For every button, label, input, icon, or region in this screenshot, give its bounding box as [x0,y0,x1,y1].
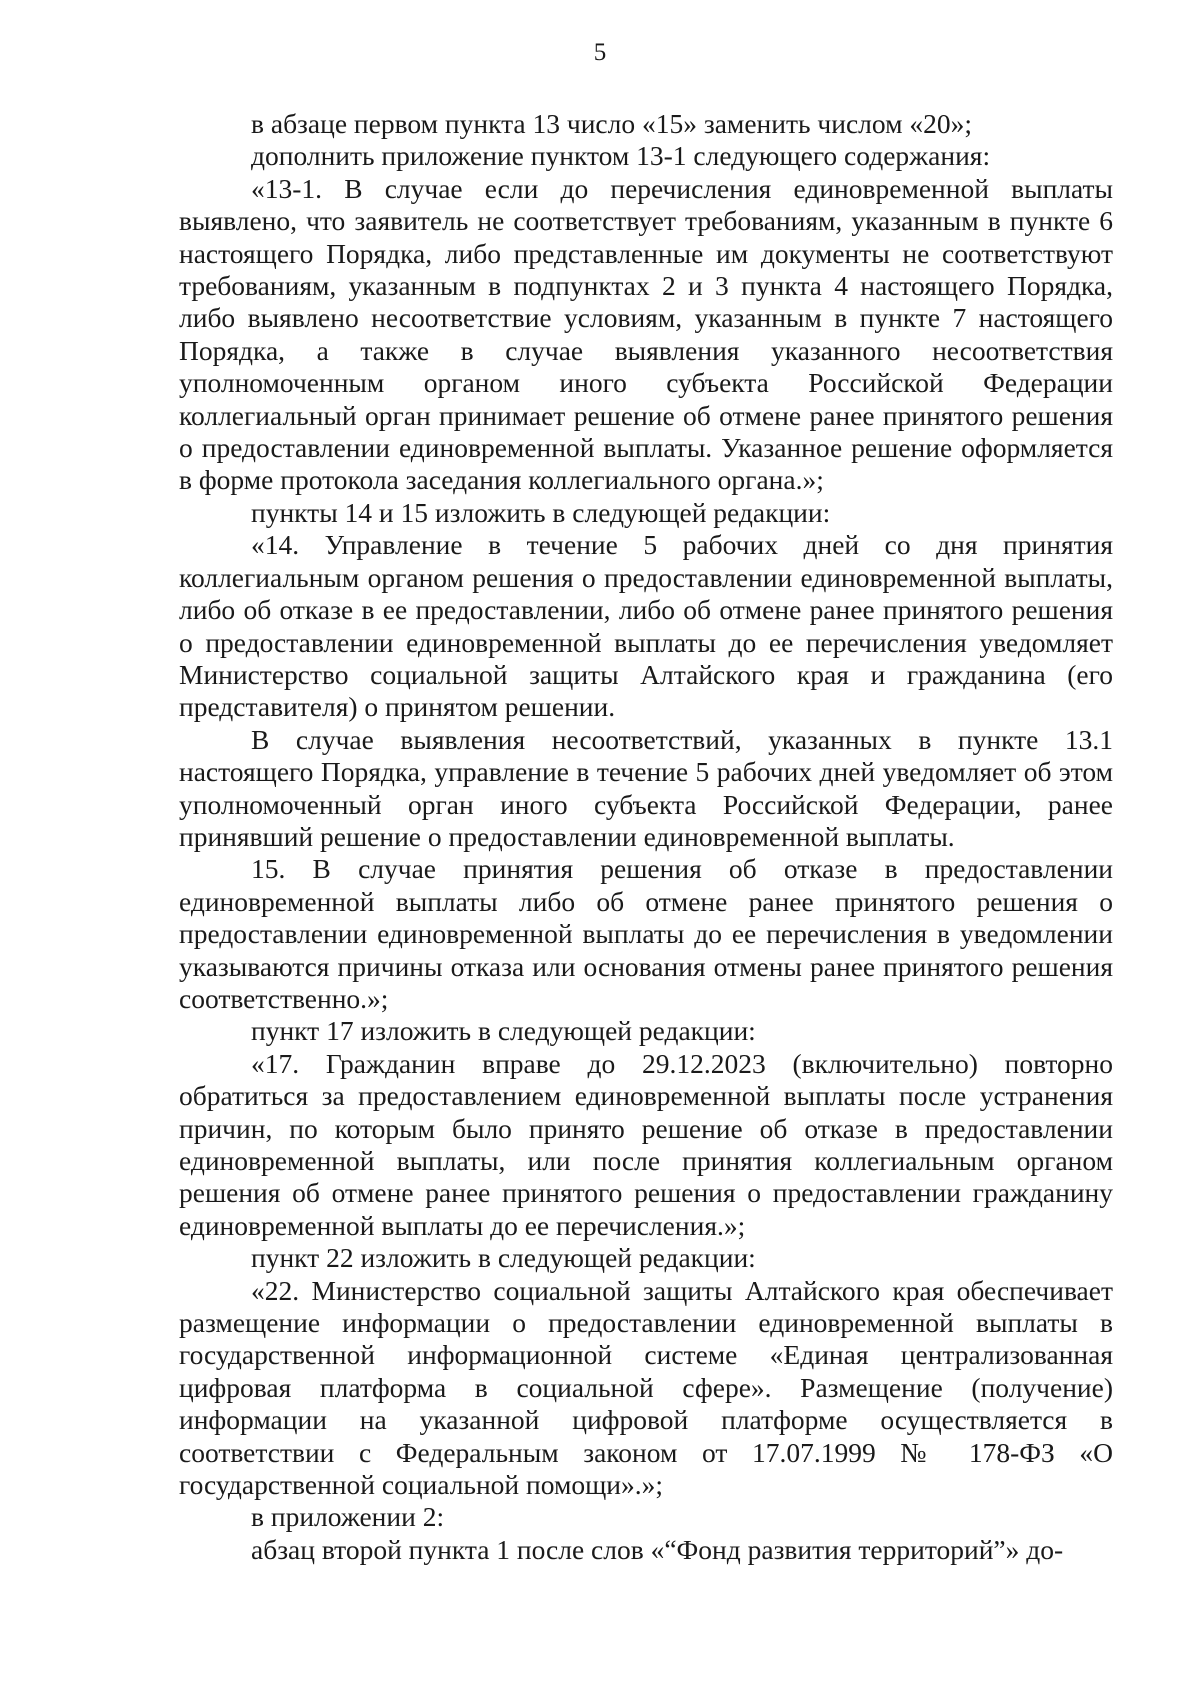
paragraph-12: в приложении 2: [251,1501,445,1533]
paragraph-2: дополнить приложение пунктом 13-1 следующего содержания: [251,140,991,172]
paragraph-5: «14. Управление в течение 5 рабочих дней со дня принятия коллегиальным органом решения о предоставлении единовременной выплаты, либо об отказе в ее предоставлении, либо об отмене ранее принятого решения о предоставлении единовременной выплаты до ее перечисления уведомляет Министерство социальной защиты Алтайского края и гражданина (его представителя) о принятом решении. [179,529,1113,723]
paragraph-11: «22. Министерство социальной защиты Алтайского края обеспечивает размещение информации о предоставлении единовременной выплаты в государственной информационной системе «Единая централизованная цифровая платформа в социальной сфере». Размещение (получение) информации на указанной цифровой платформе осуществляется в соответствии с Федеральным законом от 17.07.1999 № 178-ФЗ «О государственной социальной помощи».»; [179,1274,1113,1501]
paragraph-3: «13-1. В случае если до перечисления единовременной выплаты выявлено, что заявитель не соответствует требованиям, указанным в пункте 6 настоящего Порядка, либо представленные им документы не соответствуют требованиям, указанным в подпунктах 2 и 3 пункта 4 настоящего Порядка, либо выявлено несоответствие условиям, указанным в пункте 7 настоящего Порядка, а также в случае выявления указанного несоответствия уполномоченным органом иного субъекта Российской Федерации коллегиальный орган принимает решение об отмене ранее принятого решения о предоставлении единовременной выплаты. Указанное решение оформляется в форме протокола заседания коллегиального органа.»; [179,172,1113,496]
paragraph-10: пункт 22 изложить в следующей редакции: [251,1242,756,1274]
paragraph-8: пункт 17 изложить в следующей редакции: [251,1015,756,1047]
paragraph-9: «17. Гражданин вправе до 29.12.2023 (включительно) повторно обратиться за предоставлением единовременной выплаты после устранения причин, по которым было принято решение об отказе в предоставлении единовременной выплаты, или после принятия коллегиальным органом решения об отмене ранее принятого решения о предоставлении гражданину единовременной выплаты до ее перечисления.»; [179,1047,1113,1241]
paragraph-4: пункты 14 и 15 изложить в следующей редакции: [251,496,831,528]
page-number: 5 [593,39,607,66]
paragraph-7: 15. В случае принятия решения об отказе в предоставлении единовременной выплаты либо об отмене ранее принятого решения о предоставлении единовременной выплаты до ее перечисления в уведомлении указываются причины отказа или основания отмены ранее принятого решения соответственно.»; [179,853,1113,1014]
paragraph-1: в абзаце первом пункта 13 число «15» заменить числом «20»; [251,108,973,139]
paragraph-6: В случае выявления несоответствий, указанных в пункте 13.1 настоящего Порядка, управление в течение 5 рабочих дней уведомляет об этом уполномоченный орган иного субъекта Российской Федерации, ранее принявший решение о предоставлении единовременной выплаты. [179,723,1113,852]
document-body [179,108,1113,1566]
paragraph-13: абзац второй пункта 1 после слов «“Фонд развития территорий”» до- [251,1533,1064,1565]
